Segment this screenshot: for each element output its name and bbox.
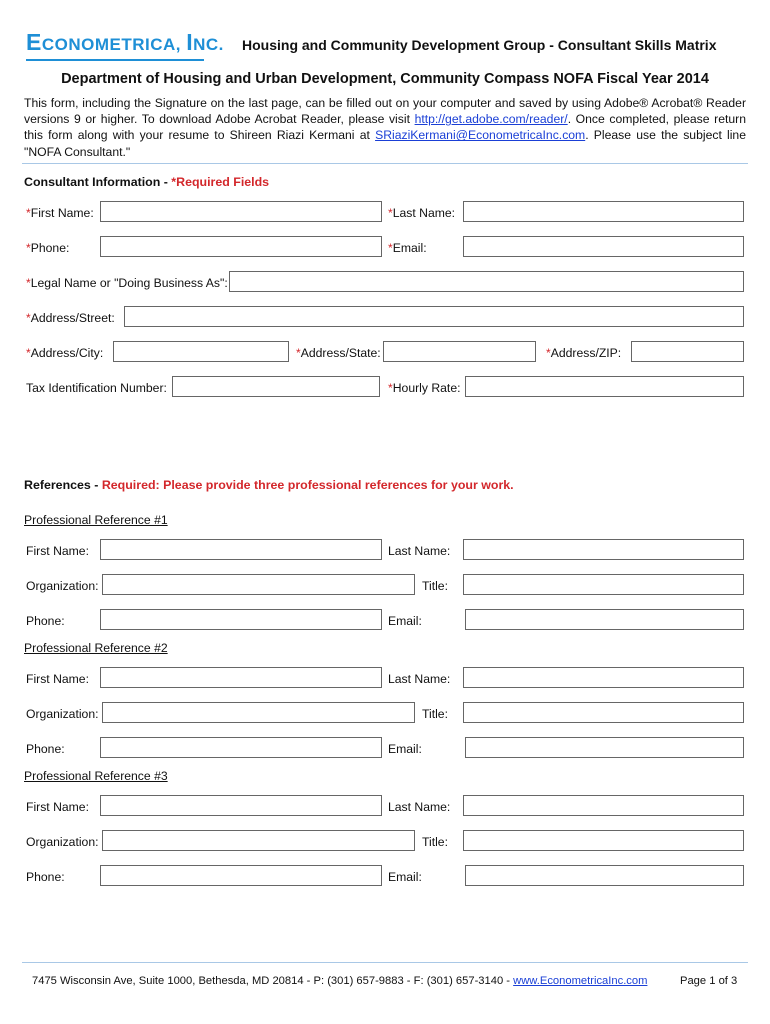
ref3-organization-label: Organization: [26,835,99,849]
email-input[interactable] [463,236,744,257]
references-section-heading: References - Required: Please provide three professional references for your work. [24,478,514,492]
phone-label: *Phone: [26,241,70,255]
ref1-phone-input[interactable] [100,609,382,630]
intro-paragraph: This form, including the Signature on the last page, can be filled out on your computer and saved by using Adobe® Acrobat® Reader versions 9 or higher. To download Adobe Acrobat Reader, please visit http://get.adobe.com/reader/. Once completed, please return this form along with your resume to Shireen Riazi Kermani at SRiaziKermani@EconometricaInc.com. Please use the subject line "NOFA Consultant." [24,96,746,159]
tin-label: Tax Identification Number: [26,381,167,395]
tin-input[interactable] [172,376,380,397]
ref1-phone-label: Phone: [26,614,65,628]
ref2-phone-label: Phone: [26,742,65,756]
hourly-rate-label: *Hourly Rate: [388,381,461,395]
company-logo: ECONOMETRICA, INC. [26,29,224,55]
ref2-title-input[interactable] [463,702,744,723]
hourly-rate-input[interactable] [465,376,744,397]
reference-1-heading: Professional Reference #1 [24,513,168,527]
contact-email-link[interactable]: SRiaziKermani@EconometricaInc.com [375,128,586,143]
ref1-last-name-input[interactable] [463,539,744,560]
ref2-organization-input[interactable] [102,702,415,723]
ref3-phone-label: Phone: [26,870,65,884]
last-name-label: *Last Name: [388,206,456,220]
page-title: Housing and Community Development Group - Consultant Skills Matrix [242,37,717,53]
ref3-phone-input[interactable] [100,865,382,886]
consultant-section-heading: Consultant Information - *Required Fields [24,175,270,189]
ref1-title-label: Title: [422,579,448,593]
phone-input[interactable] [100,236,382,257]
reference-3-heading: Professional Reference #3 [24,769,168,783]
street-label: *Address/Street: [26,311,115,325]
legal-name-label: *Legal Name or "Doing Business As": [26,276,228,290]
page-number: Page 1 of 3 [680,975,738,987]
website-link[interactable]: www.EconometricaInc.com [513,975,648,987]
ref2-email-input[interactable] [465,737,744,758]
logo-underline [26,59,204,61]
ref1-email-input[interactable] [465,609,744,630]
ref3-email-label: Email: [388,870,422,884]
footer-address: 7475 Wisconsin Ave, Suite 1000, Bethesda, MD 20814 - P: (301) 657-9883 - F: (301) 657-3140 - www.EconometricaInc.com [32,975,648,987]
ref1-email-label: Email: [388,614,422,628]
ref3-first-name-label: First Name: [26,800,89,814]
ref1-first-name-label: First Name: [26,544,89,558]
ref3-title-input[interactable] [463,830,744,851]
ref2-last-name-input[interactable] [463,667,744,688]
first-name-label: *First Name: [26,206,94,220]
footer-divider [22,962,748,963]
ref2-email-label: Email: [388,742,422,756]
ref3-last-name-input[interactable] [463,795,744,816]
ref2-phone-input[interactable] [100,737,382,758]
zip-input[interactable] [631,341,744,362]
city-label: *Address/City: [26,346,104,360]
ref2-organization-label: Organization: [26,707,99,721]
ref2-title-label: Title: [422,707,448,721]
ref3-title-label: Title: [422,835,448,849]
reference-2-heading: Professional Reference #2 [24,641,168,655]
zip-label: *Address/ZIP: [546,346,622,360]
ref3-last-name-label: Last Name: [388,800,451,814]
first-name-input[interactable] [100,201,382,222]
ref1-title-input[interactable] [463,574,744,595]
ref2-first-name-label: First Name: [26,672,89,686]
legal-name-input[interactable] [229,271,744,292]
page-subtitle: Department of Housing and Urban Development, Community Compass NOFA Fiscal Year 2014 [61,71,709,87]
email-label: *Email: [388,241,427,255]
ref2-first-name-input[interactable] [100,667,382,688]
ref3-email-input[interactable] [465,865,744,886]
state-input[interactable] [383,341,536,362]
ref1-organization-input[interactable] [102,574,415,595]
ref3-organization-input[interactable] [102,830,415,851]
state-label: *Address/State: [296,346,381,360]
divider [22,163,748,164]
ref1-organization-label: Organization: [26,579,99,593]
city-input[interactable] [113,341,289,362]
street-input[interactable] [124,306,744,327]
ref1-last-name-label: Last Name: [388,544,451,558]
last-name-input[interactable] [463,201,744,222]
ref1-first-name-input[interactable] [100,539,382,560]
ref3-first-name-input[interactable] [100,795,382,816]
ref2-last-name-label: Last Name: [388,672,451,686]
adobe-reader-link[interactable]: http://get.adobe.com/reader/ [414,112,568,127]
